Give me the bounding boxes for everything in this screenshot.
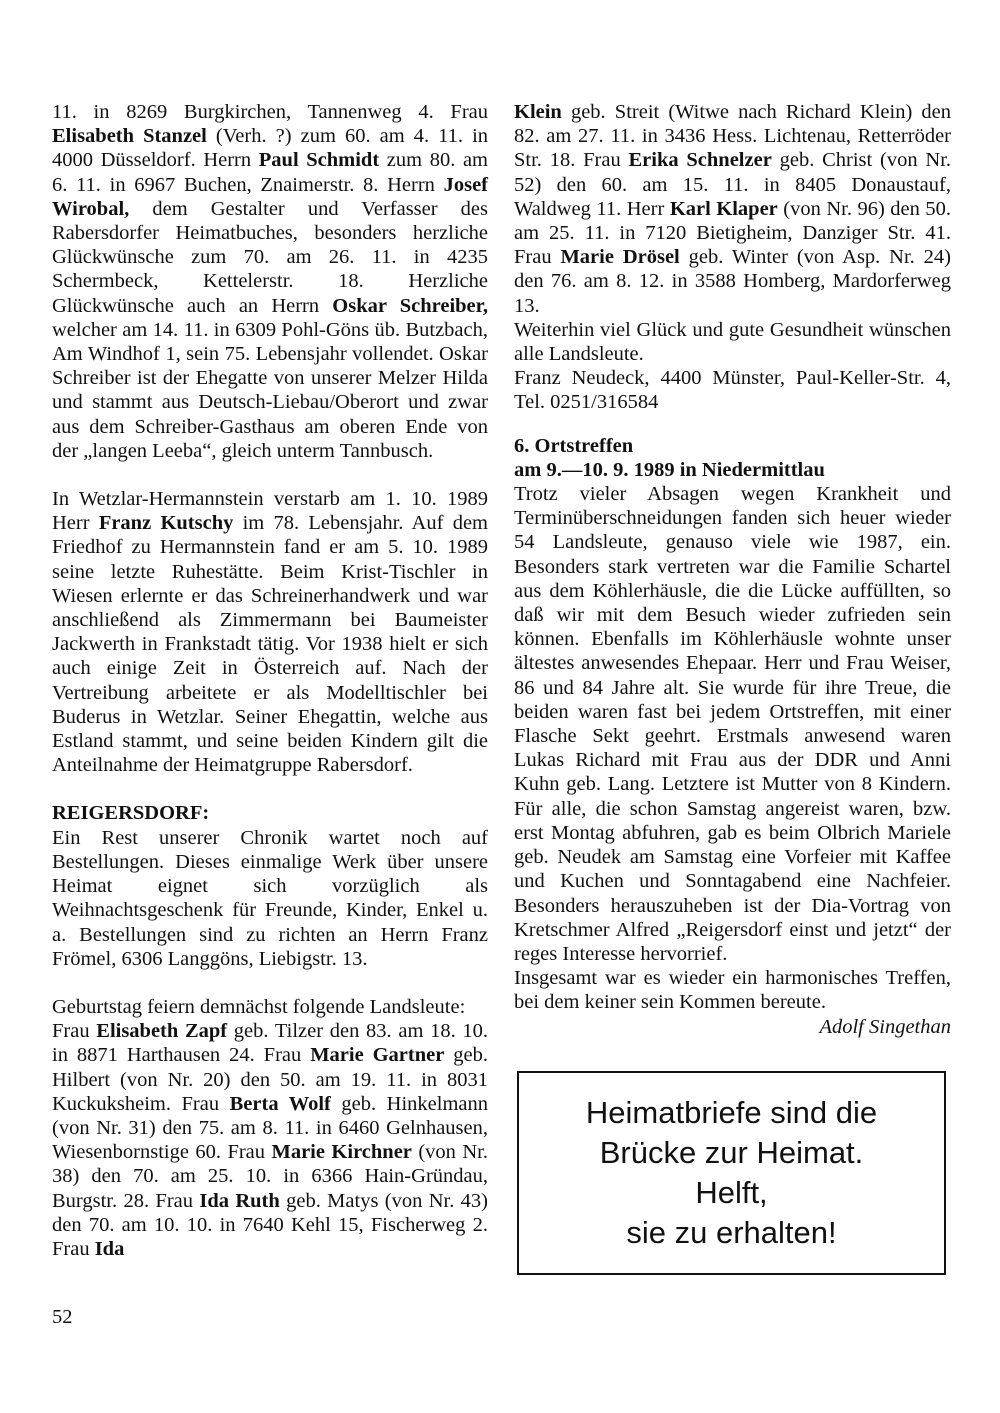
birthday-paragraph: 11. in 8269 Burgkirchen, Tannenweg 4. Frau Elisabeth Stanzel (Verh. ?) zum 60. am 4. 11. in 4000 Düsseldorf. Herrn Paul Schmidt zum 80. am 6. 11. in 6967 Buchen, Znaimerstr. 8. Herrn Josef Wirobal, dem Gestalter und Verfasser des Rabersdorfer Heimatbuches, besonders herzliche Glückwünsche zum 70. am 26. 11. in 4235 Schermbeck, Kettelerstr. 18. Herzliche Glückwünsche auch an Herrn Oskar Schreiber, welcher am 14. 11. in 6309 Pohl-Göns üb. Butzbach, Am Windhof 1, sein 75. Lebensjahr vollendet. Oskar Schreiber ist der Ehegatte von unserer Melzer Hilda und stammt aus Deutsch-Liebau/Oberort und zwar aus dem Schreiber-Gasthaus am oberen Ende von der „langen Leeba“, gleich unterm Tannbusch.: [52, 101, 489, 462]
appeal-line-4: sie zu erhalten!: [626, 1215, 837, 1250]
bold-name: Marie Gartner: [310, 1044, 445, 1067]
appeal-line-3: Helft,: [695, 1175, 768, 1210]
birthday-list-continued: Klein geb. Streit (Witwe nach Richard Klein) den 82. am 27. 11. in 3436 Hess. Lichtenau, Retterröder Str. 18. Frau Erika Schnelzer geb. Christ (von Nr. 52) den 60. am 15. 11. in 8405 Donaustauf, Waldweg 11. Herr Karl Klaper (von Nr. 96) den 50. am 25. 11. in 7120 Bietigheim, Danziger Str. 41. Frau Marie Drösel geb. Winter (von Asp. Nr. 24) den 76. am 8. 12. in 3588 Homberg, Mardorferweg 13.: [514, 101, 952, 317]
left-column: [52, 100, 488, 1261]
appeal-line-2: Brücke zur Heimat.: [599, 1135, 864, 1170]
section-subheading-date: am 9.—10. 9. 1989 in Niedermittlau: [514, 458, 825, 481]
right-column: [514, 100, 951, 1039]
birthday-list-paragraph: Frau Elisabeth Zapf geb. Tilzer den 83. am 18. 10. in 8871 Harthausen 24. Frau Marie Gartner geb. Hilbert (von Nr. 20) den 50. am 19. 11. in 8031 Kuckuksheim. Frau Berta Wolf geb. Hinkelmann (von Nr. 31) den 75. am 8. 11. in 6460 Gelnhausen, Wiesenbornstige 60. Frau Marie Kirchner (von Nr. 38) den 70. am 25. 10. in 6366 Hain-Gründau, Burgstr. 28. Frau Ida Ruth geb. Matys (von Nr. 43) den 70. am 10. 10. in 7640 Kehl 15, Fischerweg 2. Frau Ida: [52, 1020, 489, 1260]
bold-name: Marie Kirchner: [271, 1141, 412, 1164]
bold-name: Berta Wolf: [229, 1092, 331, 1115]
signature: Adolf Singethan: [819, 1015, 951, 1038]
bold-name: Paul Schmidt: [258, 149, 380, 172]
bold-name: Franz Kutschy: [98, 512, 234, 535]
page-number: 52: [52, 1306, 73, 1328]
bold-name: Elisabeth Stanzel: [52, 125, 207, 148]
obituary-paragraph: In Wetzlar-Hermannstein verstarb am 1. 10. 1989 Herr Franz Kutschy im 78. Lebensjahr. Auf dem Friedhof zu Hermannstein fand er am 5. 10. 1989 seine letzte Ruhestätte. Beim Krist-Tischler in Wiesen erlernte er das Schreinerhandwerk und war anschließend als Zimmermann bei Baumeister Jackwerth in Frankstadt tätig. Vor 1938 hielt er sich auch einige Zeit in Österreich auf. Nach der Vertreibung arbeitete er als Modelltischler bei Buderus in Wetzlar. Seiner Ehegattin, welche aus Estland stammt, und seine beiden Kindern gilt die Anteilnahme der Heimatgruppe Rabersdorf.: [52, 488, 488, 777]
section-heading-ortstreffen: 6. Ortstreffen: [514, 434, 634, 457]
chronicle-paragraph: Ein Rest unserer Chronik wartet noch auf Bestellungen. Dieses einmalige Werk über unsere Heimat eignet sich vorzüglich als Weihnachtsgeschenk für Freunde, Kinder, Enkel u. a. Bestellungen sind zu richten an Herrn Franz Frömel, 6306 Langgöns, Liebigstr. 13.: [52, 826, 488, 970]
meeting-report-paragraph: Trotz vieler Absagen wegen Krankheit und Terminüberschneidungen fanden sich heuer wieder 54 Landsleute, genauso viele wie 1987, ein. Besonders stark vertreten war die Familie Schartel aus dem Köhlerhäusle, die die Lücke auffüllten, so daß wir mit dem Besuch wieder zufrieden sein können. Ebenfalls im Köhlerhäusle wohnte unser ältestes anwesendes Ehepaar. Herr und Frau Weiser, 86 und 84 Jahre alt. Sie wurde für ihre Treue, die beiden waren fast bei jedem Ortstreffen, mit einer Flasche Sekt geehrt. Erstmals anwesend waren Lukas Richard mit Frau aus der DDR und Anni Kuhn geb. Lang. Letztere ist Mutter von 8 Kindern. Für alle, die schon Samstag angereist waren, bzw. erst Montag abfuhren, gab es beim Olbrich Mariele geb. Neudek am Samstag eine Vorfeier mit Kaffee und Kuchen und Sonntagabend eine Nachfeier. Besonders herauszuheben ist der Dia-Vortrag von Kretschmer Alfred „Reigersdorf einst und jetzt“ der reges Interesse hervorrief.: [514, 483, 951, 965]
bold-name: Ida Ruth: [199, 1189, 280, 1212]
bold-name: Erika Schnelzer: [628, 149, 772, 172]
bold-name: Karl Klaper: [669, 197, 778, 220]
appeal-box: [517, 1071, 946, 1275]
appeal-line-1: Heimatbriefe sind die: [585, 1095, 878, 1130]
wishes-paragraph: Weiterhin viel Glück und gute Gesundheit wünschen alle Landsleute.: [514, 318, 951, 366]
bold-name: Oskar Schreiber,: [332, 294, 488, 317]
author-address: Franz Neudeck, 4400 Münster, Paul-Keller-Str. 4, Tel. 0251/316584: [514, 367, 951, 414]
birthday-intro: Geburtstag feiern demnächst folgende Landsleute:: [52, 995, 466, 1018]
bold-name: Ida: [94, 1237, 125, 1260]
bold-name: Josef Wirobal,: [52, 173, 488, 220]
bold-name: Klein: [514, 101, 562, 123]
closing-paragraph: Insgesamt war es wieder ein harmonisches Treffen, bei dem keiner sein Kommen bereute.: [514, 967, 951, 1014]
section-heading-reigersdorf: REIGERSDORF:: [52, 802, 210, 825]
bold-name: Elisabeth Zapf: [96, 1020, 228, 1043]
bold-name: Marie Drösel: [560, 246, 680, 269]
